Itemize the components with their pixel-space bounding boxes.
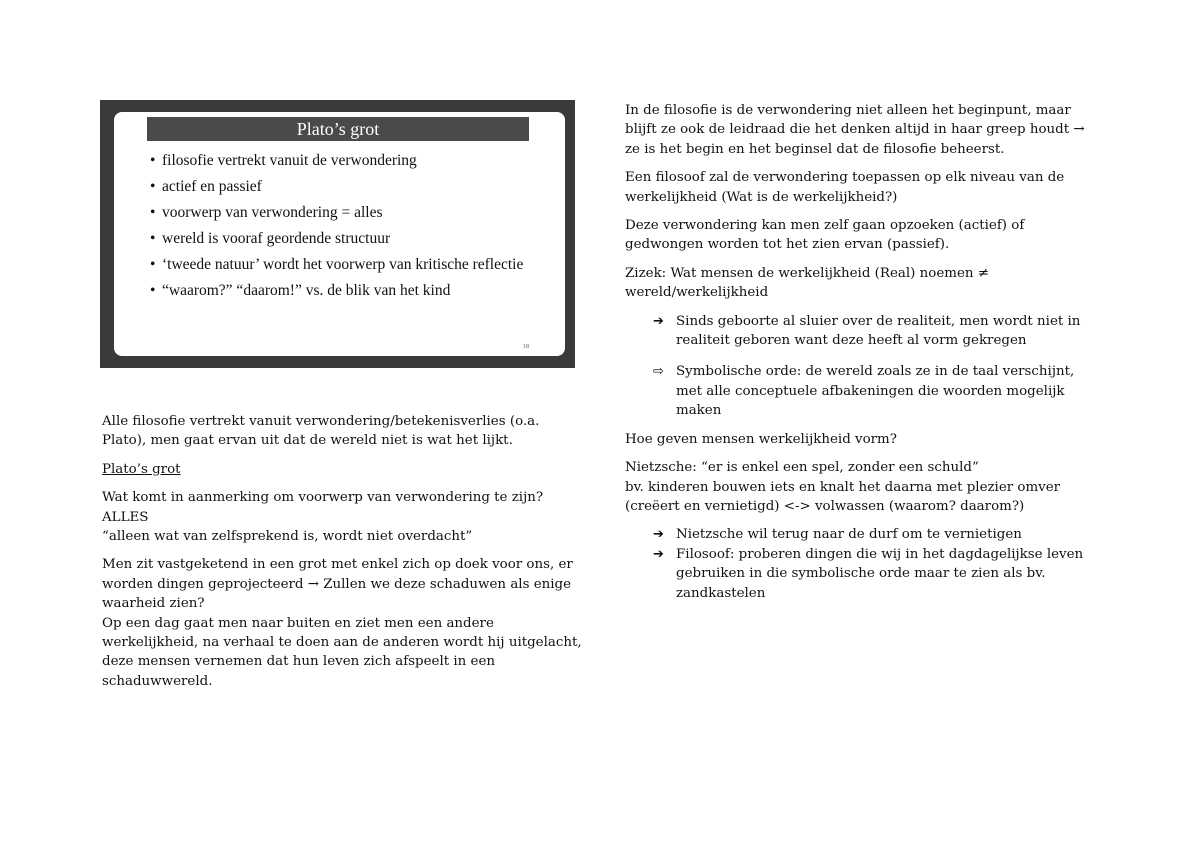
zizek-list: [625, 312, 1095, 421]
question-line: Wat komt in aanmerking om voorwerp van verwondering te zijn?: [102, 490, 544, 506]
arrow-right-icon: ➔: [653, 313, 664, 329]
list-item: [625, 545, 1095, 603]
zizek-paragraph: Zizek: Wat mensen de werkelijkheid (Real) noemen ≠ wereld/werkelijkheid: [625, 265, 989, 301]
slide-bullet: • “waarom?” “daarom!” vs. de blik van het kind: [150, 282, 540, 300]
slide-bullet: • actief en passief: [150, 178, 540, 196]
hollow-arrow-icon: ⇨: [653, 364, 664, 380]
question-paragraph: Hoe geven mensen werkelijkheid vorm?: [625, 431, 897, 447]
nietzsche-quote: Nietzsche: “er is enkel een spel, zonder een schuld”: [625, 460, 979, 476]
philosopher-paragraph: Een filosoof zal de verwondering toepassen op elk niveau van de werkelijkheid (Wat is de werkelijkheid?): [625, 170, 1065, 205]
list-item-text: Sinds geboorte al sluier over de realiteit, men wordt niet in realiteit geboren want deze heeft al vorm gekregen: [676, 313, 1081, 349]
list-item: [625, 525, 1095, 544]
slide-content: [114, 112, 565, 356]
quote-line: “alleen wat van zelfsprekend is, wordt niet overdacht”: [102, 529, 473, 545]
slide-bullet: • wereld is vooraf geordende structuur: [150, 230, 540, 248]
list-item: [625, 312, 1095, 351]
cave-paragraph: [102, 555, 582, 691]
slide-bullet: • voorwerp van verwondering = alles: [150, 204, 540, 222]
list-item-text: Nietzsche wil terug naar de durf om te vernietigen: [676, 527, 1022, 543]
question-paragraph: [102, 488, 582, 546]
left-column: [102, 412, 582, 700]
list-item: [625, 362, 1095, 420]
right-column: [625, 101, 1095, 612]
list-item-text: Filosoof: proberen dingen die wij in het dagdagelijkse leven gebruiken in die symbolische orde maar te zien als bv. zandkastelen: [676, 546, 1084, 601]
slide-title: Plato’s grot: [147, 117, 529, 141]
active-passive-paragraph: Deze verwondering kan men zelf gaan opzoeken (actief) of gedwongen worden tot het zien ervan (passief).: [625, 218, 1025, 253]
arrow-right-icon: ➔: [653, 546, 664, 562]
nietzsche-paragraph: [625, 458, 1095, 516]
nietzsche-list: [625, 525, 1095, 603]
slide-bullet-list: [150, 152, 540, 308]
intro-paragraph: Alle filosofie vertrekt vanuit verwondering/betekenisverlies (o.a. Plato), men gaat ervan uit dat de wereld niet is wat het lijkt.: [102, 414, 540, 449]
section-heading: Plato’s grot: [102, 461, 181, 477]
slide-bullet: • ‘tweede natuur’ wordt het voorwerp van kritische reflectie: [150, 256, 540, 274]
arrow-right-icon: ➔: [653, 527, 664, 543]
cave-text-2: Op een dag gaat men naar buiten en ziet men een andere werkelijkheid, na verhaal te doen aan de anderen wordt hij uitgelacht, deze mensen vernemen dat hun leven zich afspeelt in een schaduwwereld.: [102, 615, 582, 689]
nietzsche-example: bv. kinderen bouwen iets en knalt het daarna met plezier omver (creëert en vernietigd) <-> volwassen (waarom? daarom?): [625, 479, 1061, 514]
slide-page-number: 18: [523, 344, 529, 350]
slide-image: [100, 100, 575, 368]
wonder-paragraph: In de filosofie is de verwondering niet alleen het beginpunt, maar blijft ze ook de leidraad die het denken altijd in haar greep houdt → ze is het begin en het beginsel dat de filosofie beheerst.: [625, 103, 1085, 157]
cave-text-1: Men zit vastgeketend in een grot met enkel zich op doek voor ons, er worden dingen geprojecteerd → Zullen we deze schaduwen als enige waarheid zien?: [102, 557, 573, 612]
list-item-text: Symbolische orde: de wereld zoals ze in de taal verschijnt, met alle conceptuele afbakeningen die woorden mogelijk maken: [676, 364, 1075, 419]
slide-bullet: • filosofie vertrekt vanuit de verwondering: [150, 152, 540, 170]
answer-line: ALLES: [102, 509, 149, 525]
